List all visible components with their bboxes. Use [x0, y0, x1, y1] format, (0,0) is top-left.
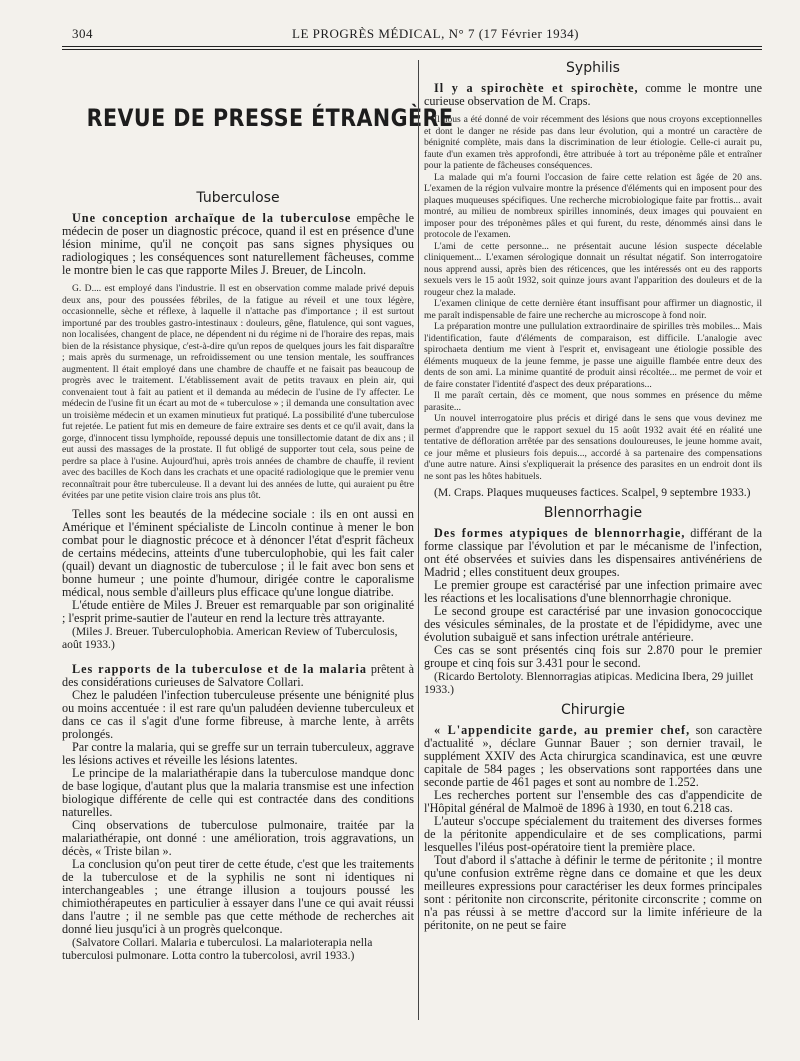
article-2-reference: (Salvatore Collari. Malaria e tuberculosi. La malarioterapia nella tuberculosi pulmonare. Lotta contro la tubercolosi, avril 1933.) — [62, 935, 373, 962]
syphilis-report-paragraph-5: La préparation montre une pullulation extraordinaire de spirilles très mobiles... Mais l'identification, faute d'éléments de comparaison, est difficile. L'analogie avec spirochaeta dentium me vient à l'esprit et, envisageant une étiologie possible des éléments muqueux de la jeune femme, je passe une aiguille flambée entre deux des dents de son ami. La minime quantité de produit ainsi récoltée... me permet de voir et de faire constater l'identité d'aspect des deux préparations... — [424, 321, 762, 390]
article-1-case-report: G. D.... est employé dans l'industrie. Il est en observation comme malade privé depuis deux ans, pour des poussées fébriles, de la fatigue au réveil et une toux légère, occasionnelle, sèche et réflexe, à laquelle il n'attache pas d'importance ; il est surtout importuné par des troubles gastro-intestinaux : douleurs, gêne, flatulence, qui sont vagues, non localisées, changent de place, ne dépendent ni du régime ni de l'horaire des repas, mais bien de la résistance physique, c'est-à-dire qu'un repos de quelques jours les fait disparaître ; mais après du surmenage, un refroidissement ou une tension mentale, les souffrances augmentent. Il était employé dans une chambre de chauffe et ne faisait pas beaucoup de progrès avec le traitement. L'établissement avait de petits travaux en plein air, qui convenaient tout à fait au patient et il demanda au médecin de l'usine de l'y affecter. Le médecin de l'usine fit un écart au mot de « tuberculose » ; il demanda une consultation avec un troisième médecin et un examen minutieux fut pratiqué. La possibilité d'une tuberculose fut rejetée. Le patient fut mis en demeure de faire extraire ses dents et ce qu'il avait, dans la gorge, d'innocent tissu lymphoïde, repoussé depuis une tonsillectomie datant de dix ans ; il eut aussi des massages de la prostate. Il fut obligé de supporter tout cela, sous peine de perdre sa place à l'usine. Aujourd'hui, après trois années de chambre de chauffe, il revient avec des bacilles de Koch dans les crachats et une opacité radiologique que le premier venu reconnaîtrait pour être tuberculeuse. Il a devant lui des années de lutte, qui auraient pu être évitées par une petite vision claire trois ans plus tôt. — [62, 283, 414, 501]
syphilis-intro-text: comme le montre une curieuse observation de M. Craps. — [424, 81, 762, 108]
blennorrhagie-intro — [424, 527, 762, 579]
header-rule-second — [62, 49, 762, 50]
article-1-intro — [62, 212, 414, 277]
journal-page — [62, 26, 762, 1036]
syphilis-report-paragraph-7: Un nouvel interrogatoire plus précis et dirigé dans le sens que vous devinez me permet d'apprendre que le rapport sexuel du 15 août 1932 avait été en réalité une tentative de défloration arrêtée par des sensations douloureuses, le jeune homme avait, ce jour même et plusieurs fois depuis..., accordé à sa partenaire des compensations d'une autre nature. Ainsi s'expliquerait la présence des parasites en un endroit dont ils ne sont pas les hôtes habituels. — [424, 413, 762, 482]
syphilis-report-paragraph-6: Il me paraît certain, dès ce moment, que nous sommes en présence du même parasite... — [424, 390, 762, 413]
syphilis-report-paragraph-2: La malade qui m'a fourni l'occasion de faire cette relation est âgée de 20 ans. L'examen de la région vulvaire montre la présence d'éléments qui en imposent pour des plaques muqueuses spécifiques. Une recherche microbiologique faite par frottis... avait montré, au milieu de nombreux spirilles innominés, deux images qui pouvaient en imposer pour des tréponèmes pâles et qui furent, du reste, dénommés ainsi dans le protocole de l'examen. — [424, 171, 762, 240]
chirurgie-heading: Chirurgie — [560, 702, 626, 718]
chirurgie-lead: « L'appendicite garde, au premier chef, — [434, 723, 691, 737]
article-1-paragraph-3: L'étude entière de Miles J. Breuer est remarquable par son originalité ; l'esprit prime-sautier de l'auteur en rend la lecture très attrayante. — [62, 597, 414, 625]
syphilis-quoted-report — [424, 114, 762, 482]
article-2-paragraph-1: Chez le paludéen l'infection tuberculeuse présente une bénignité plus ou moins accentuée : il est rare qu'un paludéen devienne tuberculeux et dans ce cas il s'agit d'une forme fibreuse, à marche lente, à arrêts prolongés. — [62, 687, 414, 741]
chirurgie-intro-text: son caractère d'actualité », déclare Gunnar Bauer ; son dernier travail, le supplément XXIV des Acta chirurgica scandinavica, est une œuvre capitale de 584 pages ; les observations sont rapportées dans une seconde partie de 461 pages et sont au nombre de 1.252. — [424, 723, 763, 789]
article-2-paragraph-2: Par contre la malaria, qui se greffe sur un terrain tuberculeux, aggrave les lésions actives et réveille les lésions latentes. — [62, 739, 414, 767]
syphilis-report-paragraph-3: L'ami de cette personne... ne présentait aucune lésion suspecte décelable cliniquement... L'examen sérologique donnait un résultat négatif. Son interrogatoire nous apprend aussi, après bien des réticences, que les intéressés ont eu des rapports sexuels vers le 15 août 1932, soit quinze jours avant l'apparition des douleurs et de la rougeur chez la malade. — [424, 240, 762, 298]
article-2-paragraph-3: Le principe de la malariathérapie dans la tuberculose mandque donc de base logique, d'autant plus que la malaria transmise est une infection biologique différente de celle qui est contractée dans des conditions naturelles. — [62, 765, 414, 819]
article-2-intro — [62, 663, 414, 689]
tuberculose-heading: Tuberculose — [196, 190, 280, 206]
article-1-paragraph-2: Telles sont les beautés de la médecine sociale : ils en ont aussi en Amérique et l'éminent spécialiste de Lincoln continue à mener le bon combat pour le diagnostic précoce et à dénoncer l'état d'esprit fâcheux de certains médecins, atteints d'une tuberculophobie, qui les fait caler (quail) devant un diagnostic de tuberculose ; il le fait avec bon sens et bonne humeur ; une pointe d'humour, dirigée contre le caporalisme médical, nous semble d'ailleurs plus efficace qu'une longue diatribe. — [62, 506, 414, 599]
syphilis-report-paragraph-1: Il nous a été donné de voir récemment des lésions que nous croyons exceptionnelles et dont le danger ne réside pas dans leur évolution, qui a montré un caractère de bénignité complète, mais dans la discrimination de leur étiologie. Celle-ci aurait pu, faute d'un examen très approfondi, être attribuée à tort au tréponème pâle et entraîner pour la patiente de fâcheuses conséquences. — [424, 114, 762, 171]
chirurgie-intro — [424, 724, 762, 789]
blennorrhagie-paragraph-3: Ces cas se sont présentés cinq fois sur 2.870 pour le premier groupe et cinq fois sur 3.431 pour le second. — [424, 643, 762, 670]
syphilis-lead: Il y a spirochète et spirochète, — [434, 81, 639, 95]
article-1-intro-text: empêche le médecin de poser un diagnostic précoce, quand il est en présence d'une lésion minime, qu'il ne conçoit pas sans signes physiques ou radiologiques ; les conséquences sont naturellement fâcheuses, comme le montre bien le cas que rapporte Miles J. Breuer, de Lincoln. — [62, 211, 414, 277]
chirurgie-paragraph-1: Les recherches portent sur l'ensemble des cas d'appendicite de l'Hôpital général de Malmoë de 1896 à 1930, en tout 6.218 cas. — [424, 788, 762, 815]
blennorrhagie-paragraph-1: Le premier groupe est caractérisé par une infection primaire avec les réactions et les localisations d'une blennorrhagie chronique. — [424, 578, 762, 605]
header-rule — [62, 46, 762, 47]
syphilis-reference: (M. Craps. Plaques muqueuses factices. Scalpel, 9 septembre 1933.) — [434, 486, 751, 499]
article-1-reference: (Miles J. Breuer. Tuberculophobia. American Review of Tuberculosis, août 1933.) — [62, 624, 398, 651]
right-column — [424, 60, 762, 1030]
section-banner: REVUE DE PRESSE ÉTRANGÈRE — [86, 104, 454, 132]
article-1-lead: Une conception archaïque de la tuberculose — [72, 211, 352, 225]
syphilis-report-paragraph-4: L'examen clinique de cette dernière étant insuffisant pour affirmer un diagnostic, il me paraît indispensable de faire une recherche au microscope à fond noir. — [424, 298, 762, 321]
article-2-lead: Les rapports de la tuberculose et de la malaria — [72, 661, 368, 676]
journal-title: LE PROGRÈS MÉDICAL, N° 7 (17 Février 1934) — [292, 26, 579, 41]
chirurgie-paragraph-2: L'auteur s'occupe spécialement du traitement des diverses formes de la péritonite appendiculaire et de ses complications, parmi lesquelles l'iléus post-opératoire tient la première place. — [424, 814, 762, 854]
page-number: 304 — [72, 26, 93, 41]
running-header — [62, 26, 762, 46]
blennorrhagie-lead: Des formes atypiques de blennorrhagie, — [434, 526, 686, 540]
blennorrhagie-reference: (Ricardo Bertoloty. Blennorragias atipicas. Medicina Ibera, 29 juillet 1933.) — [424, 670, 754, 696]
blennorrhagie-intro-text: différant de la forme classique par l'évolution et par le mécanisme de l'infection, ont été observées et suivies dans les dispensaires antivénériens de Madrid ; elles constituent deux groupes. — [424, 526, 762, 579]
column-divider — [418, 60, 419, 1020]
syphilis-intro — [424, 82, 762, 108]
article-2-intro-text: prêtent à des considérations curieuses de Salvatore Collari. — [62, 661, 414, 689]
article-2-paragraph-5: La conclusion qu'on peut tirer de cette étude, c'est que les traitements de la tuberculose et de la syphilis ne sont ni identiques ni interchangeables ; une étrange illusion a toujours poussé les chimiothérapeutes en particulier à essayer dans l'une ce qui avait réussi dans l'autre ; il ne semble pas que cette méthode de recherches ait donné lieu jusqu'ici à un progrès quelconque. — [62, 856, 414, 936]
article-2-paragraph-4: Cinq observations de tuberculose pulmonaire, traitée par la malariathérapie, ont donné : une amélioration, trois aggravations, un décès, « Triste bilan ». — [62, 817, 414, 858]
chirurgie-paragraph-3: Tout d'abord il s'attache à définir le terme de péritonite ; il montre qu'une confusion extrême règne dans ce domaine et que les deux meilleures expressions pour caractériser les deux formes principales sont : péritonite non circonscrite, péritonite circonscrite ; comme on n'a pas réussi à se mettre d'accord sur la limite inférieure de la péritonite, on ne peut se faire — [424, 853, 762, 932]
blennorrhagie-paragraph-2: Le second groupe est caractérisé par une invasion gonococcique des vésicules séminales, de la prostate et de l'épididyme, avec une évolution subaiguë et sans infection urétrale antérieure. — [424, 604, 762, 644]
left-column — [62, 60, 454, 1030]
blennorrhagie-heading: Blennorrhagie — [543, 505, 643, 521]
syphilis-heading: Syphilis — [566, 60, 620, 76]
